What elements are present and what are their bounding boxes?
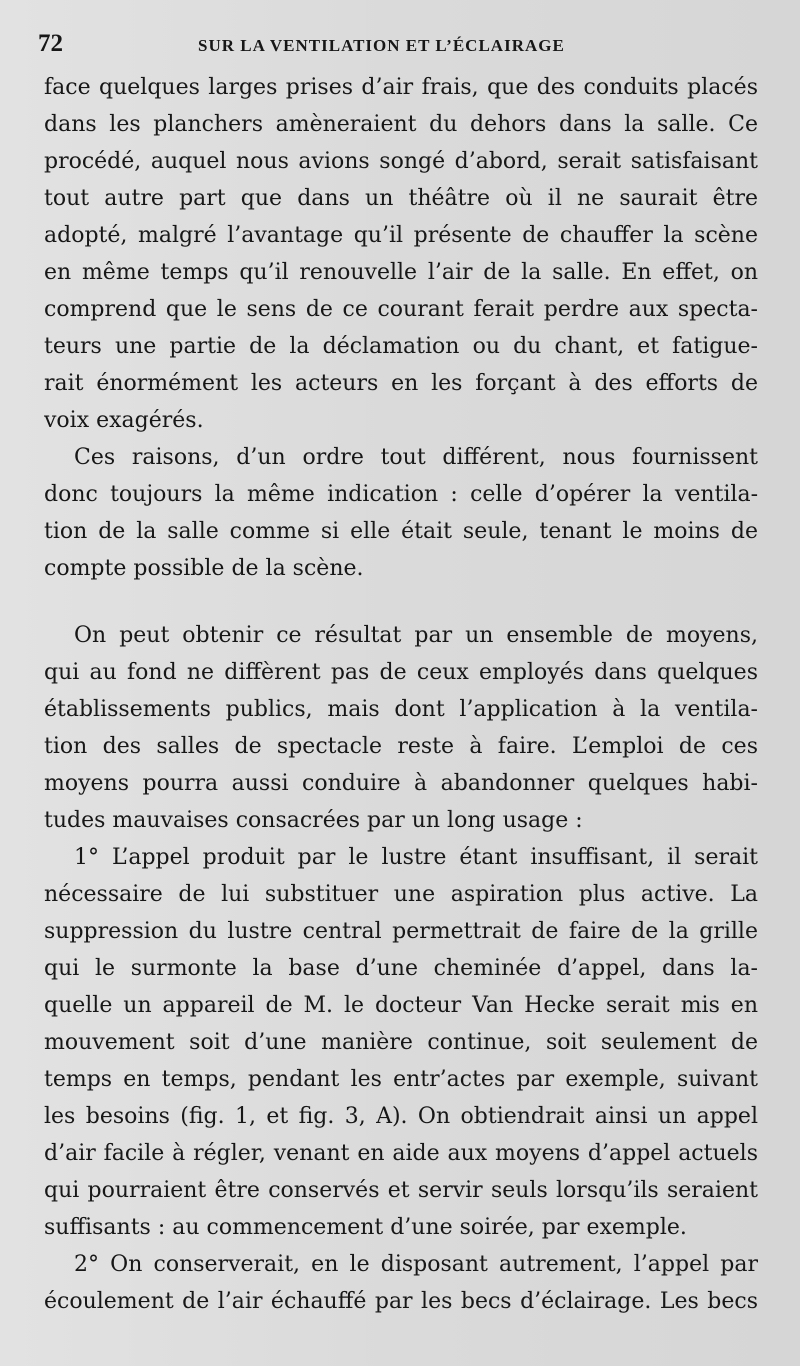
text-line: établissements publics, mais dont l’application à la ventila- [44, 697, 758, 722]
paragraph-gap [44, 587, 758, 617]
text-line: tion des salles de spectacle reste à faire. L’emploi de ces [44, 734, 758, 759]
page-number: 72 [38, 30, 63, 57]
text-line: temps en temps, pendant les entr’actes par exemple, suivant [44, 1067, 758, 1092]
text-line: On peut obtenir ce résultat par un ensemble de moyens, [74, 623, 758, 648]
text-line: donc toujours la même indication : celle d’opérer la ventila- [44, 482, 758, 507]
running-head-title: SUR LA VENTILATION ET L’ÉCLAIRAGE [198, 36, 565, 55]
paragraph [44, 617, 758, 839]
text-line: rait énormément les acteurs en les forçant à des efforts de [44, 371, 758, 396]
paragraph [44, 1246, 758, 1320]
text-line: suppression du lustre central permettrait de faire de la grille [44, 919, 758, 944]
text-line: 2° On conserverait, en le disposant autrement, l’appel par [74, 1252, 758, 1277]
text-line: tudes mauvaises consacrées par un long usage : [44, 808, 583, 833]
paragraph [44, 439, 758, 587]
text-line: mouvement soit d’une manière continue, soit seulement de [44, 1030, 758, 1055]
text-line: nécessaire de lui substituer une aspiration plus active. La [44, 882, 758, 907]
paragraph [44, 839, 758, 1246]
text-line: compte possible de la scène. [44, 556, 364, 581]
text-line: tion de la salle comme si elle était seule, tenant le moins de [44, 519, 758, 544]
text-line: comprend que le sens de ce courant ferait perdre aux specta- [44, 297, 758, 322]
text-line: tout autre part que dans un théâtre où il ne saurait être [44, 186, 758, 211]
text-line: procédé, auquel nous avions songé d’abord, serait satisfaisant [44, 149, 758, 174]
text-line: dans les planchers amèneraient du dehors dans la salle. Ce [44, 112, 758, 137]
text-line: voix exagérés. [44, 408, 204, 433]
text-line: 1° L’appel produit par le lustre étant insuffisant, il serait [74, 845, 758, 870]
text-line: teurs une partie de la déclamation ou du chant, et fatigue- [44, 334, 758, 359]
text-line: face quelques larges prises d’air frais, que des conduits placés [44, 75, 758, 100]
text-line: qui au fond ne diffèrent pas de ceux employés dans quelques [44, 660, 758, 685]
text-line: Ces raisons, d’un ordre tout différent, nous fournissent [74, 445, 758, 470]
text-line: qui pourraient être conservés et servir seuls lorsqu’ils seraient [44, 1178, 758, 1203]
text-line: suffisants : au commencement d’une soirée, par exemple. [44, 1215, 687, 1240]
text-line: adopté, malgré l’avantage qu’il présente de chauffer la scène [44, 223, 758, 248]
paragraph [44, 69, 758, 439]
body-text [44, 69, 758, 1320]
running-head [38, 30, 752, 64]
text-line: qui le surmonte la base d’une cheminée d’appel, dans la- [44, 956, 758, 981]
text-line: en même temps qu’il renouvelle l’air de la salle. En effet, on [44, 260, 758, 285]
text-line: écoulement de l’air échauffé par les becs d’éclairage. Les becs [44, 1289, 758, 1314]
text-line: moyens pourra aussi conduire à abandonner quelques habi- [44, 771, 758, 796]
text-line: d’air facile à régler, venant en aide aux moyens d’appel actuels [44, 1141, 758, 1166]
text-line: les besoins (fig. 1, et fig. 3, A). On obtiendrait ainsi un appel [44, 1104, 758, 1129]
text-line: quelle un appareil de M. le docteur Van Hecke serait mis en [44, 993, 758, 1018]
